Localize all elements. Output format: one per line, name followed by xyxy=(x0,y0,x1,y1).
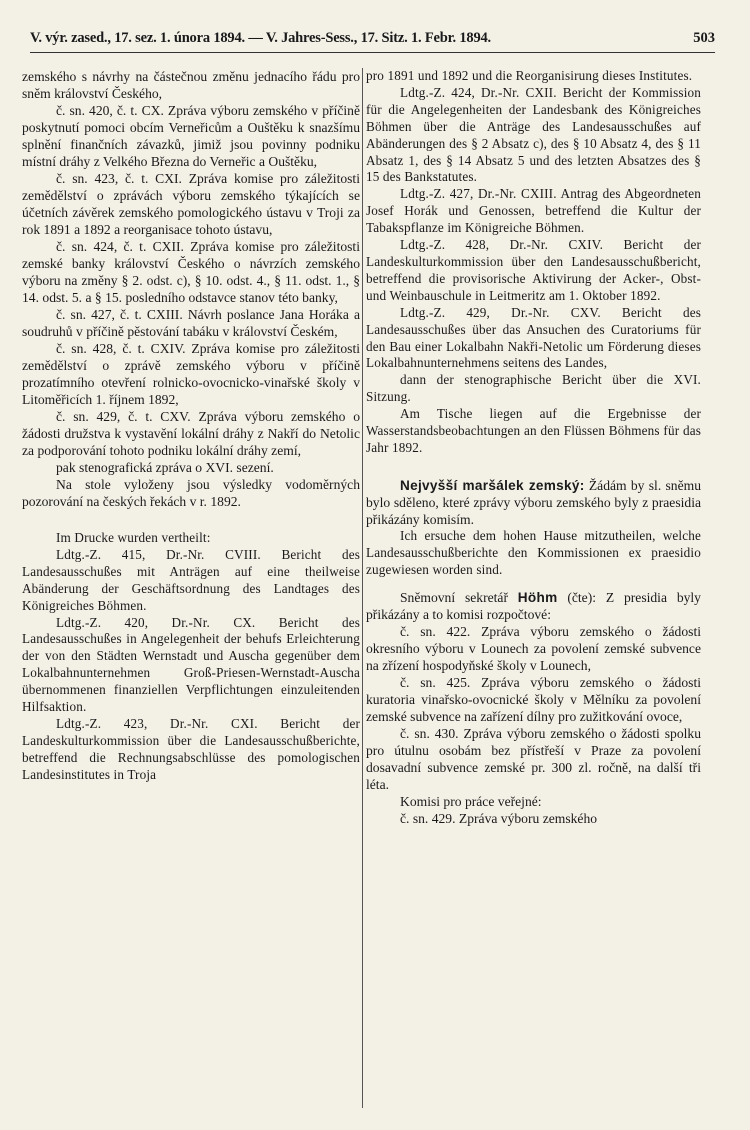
spacer xyxy=(22,510,360,530)
paragraph: Ldtg.-Z. 420, Dr.-Nr. CX. Bericht des Landesausschußes in Angelegenheit der behufs Erleichterung der von den Städten Wernstadt und Auscha gegenüber dem Lokalbahnunternehmen Groß-Priesen-Wernstadt-Auscha übernommenen finanziellen Verpflichtungen einzuleitenden Hilfsaktion. xyxy=(22,614,360,715)
column-divider xyxy=(362,68,363,1108)
paragraph: č. sn. 420, č. t. CX. Zpráva výboru zemského v příčině poskytnutí pomoci obcím Verneřicům a Ouštěku k snazšímu splnění finančních závazků, jimiž jsou povinny podniku místní dráhy z Velkého Března do Verneřic a Ouštěku, xyxy=(22,103,360,169)
paragraph: č. sn. 422. Zpráva výboru zemského o žádosti okresního výboru v Lounech za povolení zemské subvence na zřízení hospodyňské školy v Lounech, xyxy=(366,623,701,673)
paragraph: č. sn. 429. Zpráva výboru zemského xyxy=(400,810,598,826)
paragraph: Ldtg.-Z. 429, Dr.-Nr. CXV. Bericht des Landesausschußes über das Ansuchen des Curatoriums für den Bau einer Lokalbahn Nakři-Netolic um Förderung dieses Lokalbahnunternehmens seitens des Landes, xyxy=(366,304,701,371)
paragraph: č. sn. 424, č. t. CXII. Zpráva komise pro záležitosti zemské banky království Českého o návrzích zemského výboru na změny § 2. odst. c), § 10. odst. 4., § 11. odst. 1., § 14. odst. 5. a § 15. posledního odstavce stanov této banky, xyxy=(22,239,360,305)
paragraph: č. sn. 430. Zpráva výboru zemského o žádosti spolku pro útulnu osobám bez přístřeší v Praze za povolení dosavadní subvence zemské pr. 300 zl. ročně, na další tři léta. xyxy=(366,725,701,792)
paragraph: Sněmovní sekretář Höhm (čte): Z presidia byly přikázány a to komisi rozpočtové: xyxy=(366,589,701,622)
paragraph: č. sn. 428, č. t. CXIV. Zpráva komise pro záležitosti zemědělství o zprávě zemského výboru v příčině prozatímního otevření rolnicko-ovocnicko-vinařské školy v Litoměřicích 1. říjnem 1892, xyxy=(22,341,360,407)
page-number: 503 xyxy=(693,30,715,46)
paragraph: Na stole vyloženy jsou výsledky vodoměrných pozorování na českých řekách v r. 1892. xyxy=(22,477,360,509)
paragraph: č. sn. 429, č. t. CXV. Zpráva výboru zemského o žádosti družstva k vystavění lokální dráhy z Nakří do Netolic za podporování tohoto podniku lokální dráhy zemí, xyxy=(22,409,360,458)
paragraph: č. sn. 425. Zpráva výboru zemského o žádosti kuratoria vinařsko-ovocnické školy v Mělníku za povolení zemské subvence na zařízení dílny pro zužitkování ovoce, xyxy=(366,674,701,724)
speaker-name: Nejvyšší maršálek zemský: xyxy=(400,477,585,493)
paragraph: Ldtg.-Z. 427, Dr.-Nr. CXIII. Antrag des Abgeordneten Josef Horák und Genossen, betreffend die Kultur der Tabakspflanze im Königreiche Böhmen. xyxy=(366,186,701,236)
paragraph: Ldtg.-Z. 423, Dr.-Nr. CXI. Bericht der Landeskulturkommission über die Landesausschußberichte, betreffend die Rechnungsabschlüsse des pomologischen Landesinstitutes in Troja xyxy=(22,715,360,782)
paragraph: Am Tische liegen auf die Ergebnisse der Wasserstandsbeobachtungen an den Flüssen Böhmens für das Jahr 1892. xyxy=(366,406,701,455)
speaker-name: Höhm xyxy=(517,589,558,605)
left-column xyxy=(22,68,360,1108)
paragraph: Im Drucke wurden vertheilt: xyxy=(56,530,211,545)
paragraph: Komisi pro práce veřejné: xyxy=(400,793,542,809)
paragraph: Ldtg.-Z. 424, Dr.-Nr. CXII. Bericht der Kommission für die Angelegenheiten der Landesbank des Königreiches Böhmen über die Anträge des Landesausschußes auf Abänderungen des § 2 Absatz c), des § 10 Absatz 4, des § 11 Absatz 1, des § 14 Absatz 5 und des letzten Absatzes des § 15 des Bankstatutes. xyxy=(366,84,701,185)
paragraph: Ich ersuche dem hohen Hause mitzutheilen, welche Landesausschußberichte den Kommissionen ex praesidio zugewiesen worden sind. xyxy=(366,527,701,577)
page-header xyxy=(30,30,715,53)
paragraph: Ldtg.-Z. 428, Dr.-Nr. CXIV. Bericht der Landeskulturkommission über den Landesausschußbericht, betreffend die provisorische Aktivirung der Acker-, Obst- und Weinbauschule in Leitmeritz am 1. Oktober 1892. xyxy=(366,237,701,303)
right-column xyxy=(366,68,701,1108)
paragraph: pak stenografická zpráva o XVI. sezení. xyxy=(56,460,274,475)
paragraph: zemského s návrhy na částečnou změnu jednacího řádu pro sněm království Českého, xyxy=(22,69,360,101)
spacer xyxy=(366,457,701,477)
spacer xyxy=(366,579,701,589)
paragraph: pro 1891 und 1892 und die Reorganisirung dieses Institutes. xyxy=(366,68,693,83)
paragraph: č. sn. 427, č. t. CXIII. Návrh poslance Jana Horáka a soudruhů v příčině pěstování tabáku v království Českém, xyxy=(22,307,360,339)
paragraph: Ldtg.-Z. 415, Dr.-Nr. CVIII. Bericht des Landesausschußes mit Anträgen auf eine theilweise Abänderung der Geschäftsordnung des Landtages des Königreiches Böhmen. xyxy=(22,546,360,613)
running-head: V. výr. zased., 17. sez. 1. února 1894. — V. Jahres-Sess., 17. Sitz. 1. Febr. 1894. xyxy=(30,30,491,46)
paragraph: Nejvyšší maršálek zemský: Žádám by sl. sněmu bylo sděleno, které zprávy výboru zemského byly z praesidia přikázány komisím. xyxy=(366,477,701,527)
paragraph: č. sn. 423, č. t. CXI. Zpráva komise pro záležitosti zemědělství o zprávách výboru zemského týkajících se účetních závěrek zemského pomologického ústavu v Troji za rok 1891 a 1892 a reorganisace tohoto ústavu, xyxy=(22,171,360,237)
paragraph: dann der stenographische Bericht über die XVI. Sitzung. xyxy=(366,372,701,405)
